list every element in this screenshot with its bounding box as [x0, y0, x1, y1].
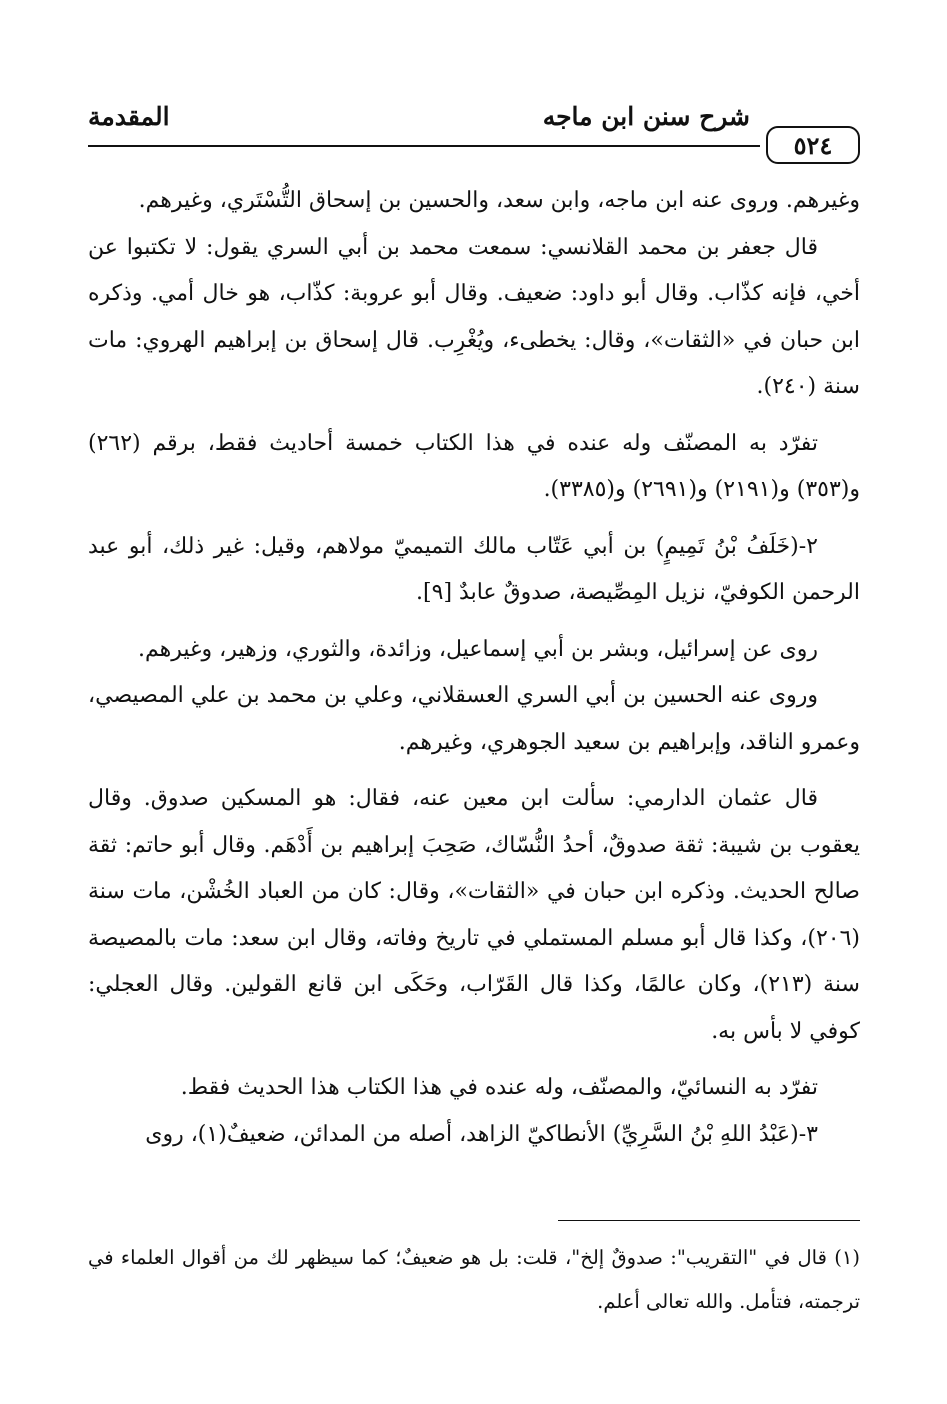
page-number: ٥٢٤ [766, 126, 860, 164]
book-title: شرح سنن ابن ماجه [542, 102, 750, 131]
paragraph-narrated-by: وروى عنه الحسين بن أبي السري العسقلاني، وعلي بن محمد بن علي المصيصي، وعمرو الناقد، وإبراهيم بن سعيد الجوهري، وغيرهم. [88, 683, 860, 755]
main-text [88, 178, 860, 1158]
footnotes [88, 1236, 860, 1324]
paragraph-narrated-from: روى عن إسرائيل، وبشر بن أبي إسماعيل، وزائدة، والثوري، وزهير، وغيرهم. [138, 636, 818, 662]
paragraph-continuation: وغيرهم. وروى عنه ابن ماجه، وابن سعد، والحسين بن إسحاق التُّسْتَري، وغيرهم. [138, 188, 860, 213]
header-rule [88, 145, 760, 147]
paragraph-narrator-opinions: قال جعفر بن محمد القلانسي: سمعت محمد بن أبي السري يقول: لا تكتبوا عن أخي، فإنه كذّاب. وقال أبو داود: ضعيف. وقال أبو عروبة: كذّاب، هو خال أمي. وذكره ابن حبان في «الثقات»، وقال: يخطىء، ويُغْرِب. قال إسحاق بن إبراهيم الهروي: مات سنة (٢٤٠). [88, 234, 860, 399]
paragraph-narrator-2: ٢-(خَلَفُ بْنُ تَمِيمٍ) بن أبي عَتّاب مالك التميميّ مولاهم، وقيل: غير ذلك، أبو عبد الرحمن الكوفيّ، نزيل المِصِّيصة، صدوقٌ عابدٌ [٩]. [88, 533, 860, 605]
section-title: المقدمة [88, 102, 170, 131]
paragraph-scholar-opinions: قال عثمان الدارمي: سألت ابن معين عنه، فقال: هو المسكين صدوق. وقال يعقوب بن شيبة: ثقة صدوقٌ، أحدُ النُّسّاك، صَحِبَ إبراهيم بن أَدْهَم. وقال أبو حاتم: ثقة صالح الحديث. وذكره ابن حبان في «الثقات»، وقال: كان من العباد الخُشْن، مات سنة (٢٠٦)، وكذا قال أبو مسلم المستملي في تاريخ وفاته، وقال ابن سعد: مات بالمصيصة سنة (٢١٣)، وكان عالمًا، وكذا قال القَرّاب، وحَكَى ابن قانع القولين. وقال العجلي: كوفي لا بأس به. [88, 786, 860, 1044]
paragraph-uniqueness: تفرّد به النسائيّ، والمصنّف، وله عنده في هذا الكتاب هذا الحديث فقط. [180, 1075, 818, 1100]
paragraph-hadith-count: تفرّد به المصنّف وله عنده في هذا الكتاب خمسة أحاديث فقط، برقم (٢٦٢) و(٣٥٣) و(٢١٩١) و(٢٦٩١) و(٣٣٨٥). [88, 430, 860, 502]
footnote-1: (١) قال في "التقريب": صدوقٌ إلخ"، قلت: بل هو ضعيفٌ؛ كما سيظهر لك من أقوال العلماء في ترجمته، فتأمل. والله تعالى أعلم. [88, 1246, 860, 1313]
page-header [88, 98, 860, 168]
paragraph-narrator-3: ٣-(عَبْدُ اللهِ بْنُ السَّرِيِّ) الأنطاكيّ الزاهد، أصله من المدائن، ضعيفٌ(١)، روى [145, 1121, 818, 1147]
footnote-separator [558, 1220, 860, 1221]
